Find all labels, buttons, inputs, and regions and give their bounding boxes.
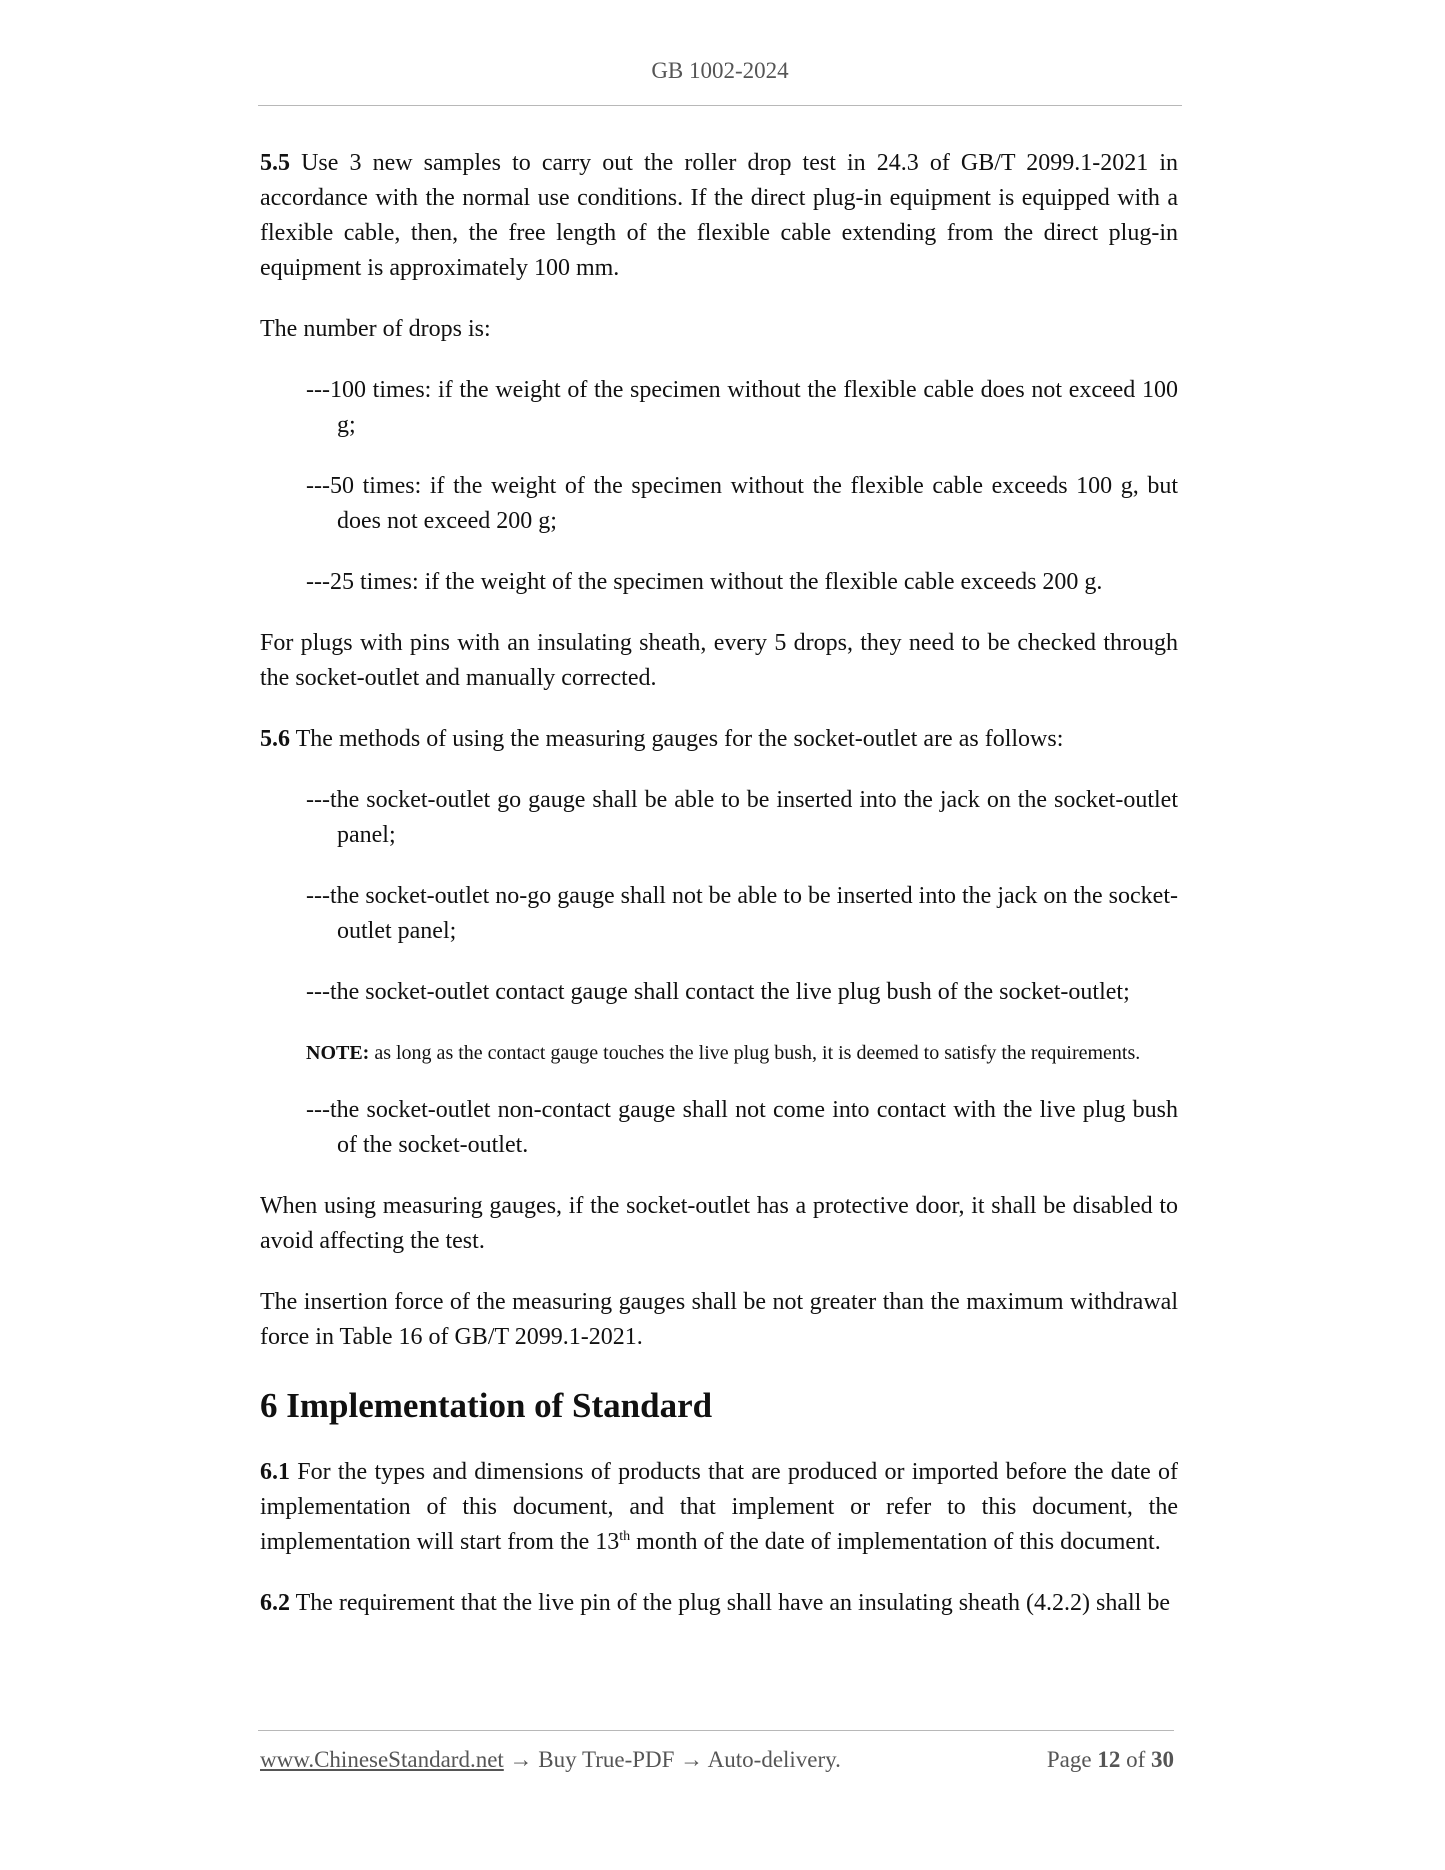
page-total: 30 [1151,1747,1174,1772]
list-item: ---the socket-outlet contact gauge shall contact the live plug bush of the socket-outlet; [306,979,1130,1005]
list-item: ---25 times: if the weight of the specimen without the flexible cable exceeds 200 g. [306,569,1103,595]
section-heading: 6 Implementation of Standard [260,1386,713,1425]
list-item: ---the socket-outlet non-contact gauge shall not come into contact with the live plug bush of the socket-outlet. [306,1097,1178,1158]
clause-text: For the types and dimensions of products that are produced or imported before the date of implementation of this document, and that implement or refer to this document, the implementation will start from the 13 [260,1459,1178,1555]
list-item: ---50 times: if the weight of the specimen without the flexible cable exceeds 100 g, but does not exceed 200 g; [306,473,1178,534]
note-text: as long as the contact gauge touches the live plug bush, it is deemed to satisfy the requirements. [369,1042,1141,1064]
clause-text-cont: month of the date of implementation of this document. [630,1529,1161,1555]
page-header: GB 1002-2024 [651,58,789,83]
ordinal-suffix: th [619,1529,631,1544]
website-link[interactable]: www.ChineseStandard.net [260,1747,504,1772]
clause-number: 5.5 [260,150,290,176]
door-paragraph: When using measuring gauges, if the socket-outlet has a protective door, it shall be disabled to avoid affecting the test. [260,1193,1178,1254]
clause-number: 6.1 [260,1459,290,1485]
page-of: of [1120,1747,1151,1772]
page-label: Page [1046,1747,1098,1772]
force-paragraph: The insertion force of the measuring gauges shall be not greater than the maximum withdrawal force in Table 16 of GB/T 2099.1-2021. [260,1289,1178,1350]
clause-6-2 [260,1586,1178,1621]
clause-number: 5.6 [260,726,290,752]
clause-5-5 [260,146,1178,286]
list-item: ---the socket-outlet go gauge shall be able to be inserted into the jack on the socket-outlet panel; [306,787,1178,848]
clause-text: Use 3 new samples to carry out the roller drop test in 24.3 of GB/T 2099.1-2021 in accordance with the normal use conditions. If the direct plug-in equipment is equipped with a flexible cable, then, the free length of the flexible cable extending from the direct plug-in equipment is approximately 100 mm. [260,150,1178,281]
list-item: ---the socket-outlet no-go gauge shall not be able to be inserted into the jack on the socket-outlet panel; [306,883,1178,944]
header-divider [258,105,1182,106]
sheath-paragraph: For plugs with pins with an insulating sheath, every 5 drops, they need to be checked through the socket-outlet and manually corrected. [260,630,1178,691]
drops-intro: The number of drops is: [260,316,491,342]
footer-tagline: → Buy True-PDF → Auto-delivery. [503,1747,841,1772]
note [306,1036,1178,1071]
list-item: ---100 times: if the weight of the specimen without the flexible cable does not exceed 100 g; [306,377,1178,438]
clause-number: 6.2 [260,1590,290,1616]
clause-text: The requirement that the live pin of the plug shall have an insulating sheath (4.2.2) shall be [290,1590,1170,1616]
page-current: 12 [1097,1747,1121,1772]
page-indicator [1047,1747,1174,1773]
clause-5-6 [260,722,1178,757]
note-label: NOTE: [306,1042,370,1064]
clause-6-1 [260,1455,1178,1560]
document-body [260,146,1178,1647]
footer-divider [258,1730,1174,1731]
clause-text: The methods of using the measuring gauges for the socket-outlet are as follows: [290,726,1064,752]
footer-left [260,1747,841,1773]
